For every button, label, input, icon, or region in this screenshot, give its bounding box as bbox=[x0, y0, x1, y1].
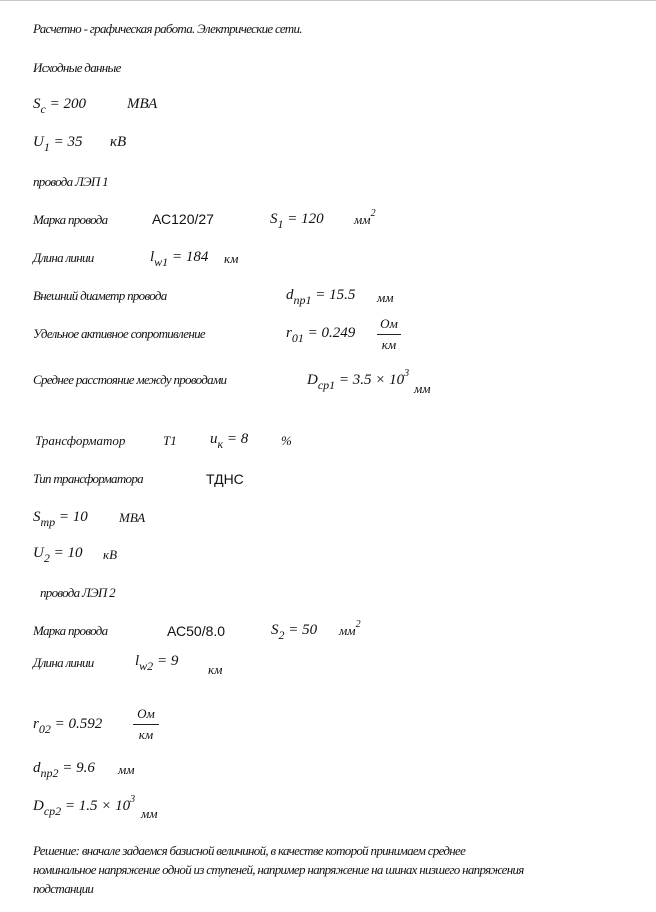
sc-unit: МВА bbox=[127, 96, 158, 112]
u2-unit: кВ bbox=[103, 547, 118, 562]
str-formula: $S_{тр} = 10$ bbox=[33, 509, 88, 529]
lw2-formula: $l_{w2} = 9$ bbox=[135, 653, 179, 673]
lw1-formula: $l_{w1} = 184$ bbox=[150, 249, 209, 269]
dpr1-unit: мм bbox=[377, 290, 394, 305]
u1-formula: $U_1 = 35$ bbox=[33, 134, 83, 154]
r02-unit-fraction: Ом км bbox=[133, 706, 159, 743]
lw1-unit: км bbox=[224, 251, 239, 266]
initial-data-heading: Исходные данные bbox=[33, 60, 121, 75]
dcp2-formula: $D_{ср2} = 1.5 \times 10^3$ bbox=[33, 794, 136, 818]
transformer-label: Трансформатор bbox=[35, 433, 126, 448]
s1-formula: $S_1 = 120$ bbox=[270, 211, 324, 231]
u2-formula: $U_2 = 10$ bbox=[33, 545, 83, 565]
s2-formula: $S_2 = 50$ bbox=[271, 622, 318, 642]
wire1-label: Марка провода bbox=[33, 212, 108, 227]
r01-formula: $r_{01} = 0.249$ bbox=[286, 325, 356, 345]
wire2-brand: АС50/8.0 bbox=[167, 623, 226, 639]
dcp1-unit: мм bbox=[414, 381, 431, 396]
lw2-unit: км bbox=[208, 662, 223, 677]
dpr1-formula: $d_{пр1} = 15.5$ bbox=[286, 287, 356, 307]
transformer-name: Т1 bbox=[163, 433, 177, 448]
wire2-label: Марка провода bbox=[33, 623, 108, 638]
line2-heading: провода ЛЭП 2 bbox=[40, 585, 115, 600]
diam1-label: Внешний диаметр провода bbox=[33, 288, 167, 303]
uk-unit: % bbox=[281, 433, 292, 448]
sc-formula: $S_c = 200$ bbox=[33, 96, 86, 116]
dcp2-unit: мм bbox=[141, 806, 158, 821]
solution-line-2: номинальное напряжение одной из ступеней, например напряжение на шинах низшего напряжения bbox=[33, 862, 524, 877]
transformer-type-value: ТДНС bbox=[206, 471, 244, 487]
s2-unit: $мм^2$ bbox=[339, 619, 361, 638]
u1-unit: кВ bbox=[110, 134, 127, 150]
document-title: Расчетно - графическая работа. Электрические сети. bbox=[33, 21, 302, 36]
dist1-label: Среднее расстояние между проводами bbox=[33, 372, 227, 387]
dcp1-formula: $D_{ср1} = 3.5 \times 10^3$ bbox=[307, 368, 410, 392]
str-unit: МВА bbox=[119, 510, 146, 525]
length1-label: Длина линии bbox=[33, 250, 94, 265]
length2-label: Длина линии bbox=[33, 655, 94, 670]
solution-line-1: Решение: вначале задаемся базисной величиной, в качестве которой принимаем среднее bbox=[33, 843, 466, 858]
r01-unit-fraction: Ом км bbox=[377, 316, 401, 353]
dpr2-unit: мм bbox=[118, 762, 135, 777]
transformer-type-label: Тип трансформатора bbox=[33, 471, 143, 486]
r01-label: Удельное активное сопротивление bbox=[33, 326, 205, 341]
wire1-brand: АС120/27 bbox=[152, 211, 214, 227]
dpr2-formula: $d_{пр2} = 9.6$ bbox=[33, 760, 95, 780]
line1-heading: провода ЛЭП 1 bbox=[33, 174, 108, 189]
s1-unit: $мм^2$ bbox=[354, 208, 376, 227]
top-border bbox=[0, 0, 656, 1]
r02-formula: $r_{02} = 0.592$ bbox=[33, 716, 103, 736]
solution-line-3: подстанции bbox=[33, 881, 94, 896]
uk-formula: $u_к = 8$ bbox=[210, 431, 249, 451]
